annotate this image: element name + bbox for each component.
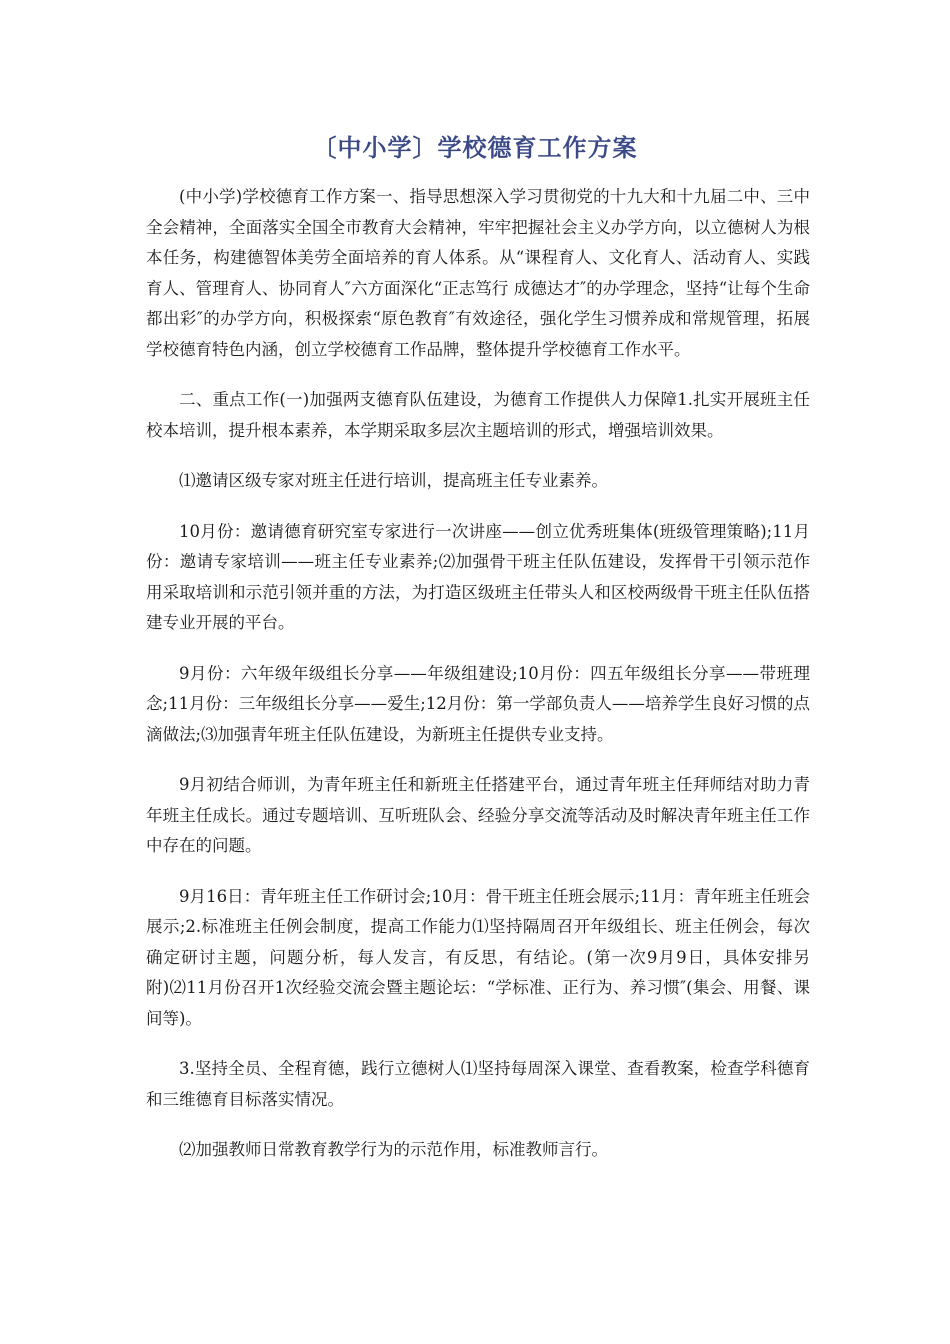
paragraph-teacher-conduct: ⑵加强教师日常教育教学行为的示范作用，标准教师言行。 [179,1140,608,1159]
paragraph-mentoring: 9月初结合师训，为青年班主任和新班主任搭建平台，通过青年班主任拜师结对助力青年班主任成长。通过专题培训、互听班队会、经验分享交流等活动及时解决青年班主任工作中存在的问题。 [146,775,810,855]
paragraph-seminar-schedule: 9月16日：青年班主任工作研讨会;10月：骨干班主任班会展示;11月：青年班主任班会展示;2.标准班主任例会制度，提高工作能力⑴坚持隔周召开年级组长、班主任例会，每次确定研讨主题，问题分析，每人发言，有反思，有结论。(第一次9月9日，具体安排另附)⑵11月份召开1次经验交流会暨主题论坛：“学标准、正行为、养习惯″(集会、用餐、课间等)。 [146,886,810,1028]
paragraph-september-sharing: 9月份：六年级年级组长分享——年级组建设;10月份：四五年级组长分享——带班理念;11月份：三年级组长分享——爱生;12月份：第一学部负责人——培养学生良好习惯的点滴做法;⑶加强青年班主任队伍建设，为新班主任提供专业支持。 [146,663,810,744]
document-title: 〔中小学〕学校德育工作方案 [312,134,638,162]
document-body [146,182,810,1186]
paragraph-october-lecture: 10月份：邀请德育研究室专家进行一次讲座——创立优秀班集体(班级管理策略);11月份：邀请专家培训——班主任专业素养;⑵加强骨干班主任队伍建设，发挥骨干引领示范作用采取培训和示范引领并重的方法，为打造区级班主任带头人和区校两级骨干班主任队伍搭建专业开展的平台。 [146,521,810,632]
paragraph-guiding-ideology: (中小学)学校德育工作方案一、指导思想深入学习贯彻党的十九大和十九届二中、三中全会精神，全面落实全国全市教育大会精神，牢牢把握社会主义办学方向，以立德树人为根本任务，构建德智体美劳全面培养的育人体系。从“课程育人、文化育人、活动育人、实践育人、管理育人、协同育人″六方面深化“正志笃行 成德达才″的办学理念，坚持“让每个生命都出彩″的办学方向，积极探索“原色教育″有效途径，强化学生习惯养成和常规管理，拓展学校德育特色内涵，创立学校德育工作品牌，整体提升学校德育工作水平。 [146,187,810,359]
paragraph-whole-staff: 3.坚持全员、全程育德，践行立德树人⑴坚持每周深入课堂、查看教案，检查学科德育和三维德育目标落实情况。 [146,1059,810,1109]
paragraph-district-experts: ⑴邀请区级专家对班主任进行培训，提高班主任专业素养。 [179,471,608,490]
paragraph-key-work: 二、重点工作(一)加强两支德育队伍建设，为德育工作提供人力保障1.扎实开展班主任校本培训，提升根本素养，本学期采取多层次主题培训的形式，增强培训效果。 [146,390,810,440]
